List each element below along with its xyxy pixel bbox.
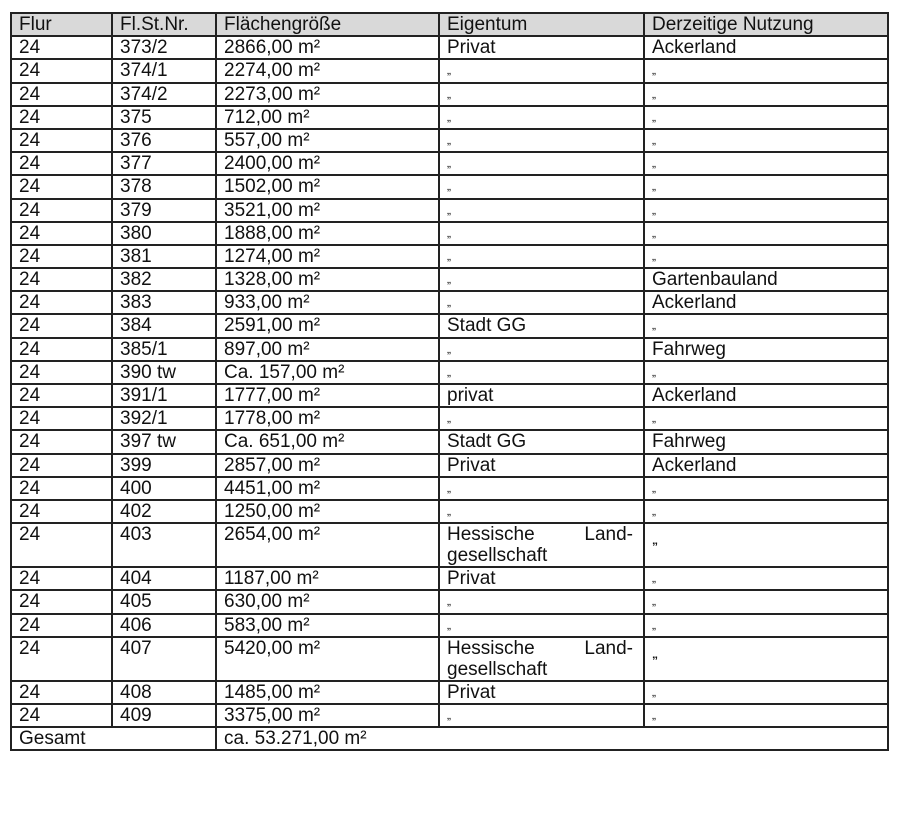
- table-row: [11, 407, 888, 430]
- owner-cell: „: [439, 245, 644, 268]
- area-cell: 583,00 m²: [216, 614, 439, 637]
- flst-nr-cell: 390 tw: [112, 361, 216, 384]
- flur-cell: 24: [11, 454, 112, 477]
- area-cell: 1187,00 m²: [216, 567, 439, 590]
- usage-cell: „: [644, 500, 888, 523]
- table-row: [11, 59, 888, 82]
- table-row: [11, 36, 888, 59]
- parcel-table: [10, 12, 889, 751]
- area-cell: 1777,00 m²: [216, 384, 439, 407]
- area-cell: Ca. 157,00 m²: [216, 361, 439, 384]
- owner-cell: Privat: [439, 36, 644, 59]
- total-area: ca. 53.271,00 m²: [216, 727, 888, 750]
- area-cell: 557,00 m²: [216, 129, 439, 152]
- flst-nr-cell: 397 tw: [112, 430, 216, 453]
- flst-nr-cell: 392/1: [112, 407, 216, 430]
- flur-cell: 24: [11, 477, 112, 500]
- owner-cell: [439, 523, 644, 567]
- table-row: [11, 152, 888, 175]
- owner-cell: „: [439, 222, 644, 245]
- area-cell: 4451,00 m²: [216, 477, 439, 500]
- owner-cell: „: [439, 590, 644, 613]
- owner-cell: „: [439, 129, 644, 152]
- table-row: [11, 291, 888, 314]
- owner-cell: „: [439, 106, 644, 129]
- area-cell: 933,00 m²: [216, 291, 439, 314]
- usage-cell: „: [644, 523, 888, 567]
- flur-cell: 24: [11, 407, 112, 430]
- flst-nr-cell: 381: [112, 245, 216, 268]
- flur-cell: 24: [11, 245, 112, 268]
- usage-cell: „: [644, 175, 888, 198]
- area-cell: 3521,00 m²: [216, 199, 439, 222]
- owner-cell: „: [439, 338, 644, 361]
- header-flst-nr: Fl.St.Nr.: [112, 13, 216, 36]
- usage-cell: Ackerland: [644, 454, 888, 477]
- table-row: [11, 361, 888, 384]
- header-owner: Eigentum: [439, 13, 644, 36]
- flur-cell: 24: [11, 106, 112, 129]
- area-cell: 1250,00 m²: [216, 500, 439, 523]
- table-row: [11, 338, 888, 361]
- flur-cell: 24: [11, 314, 112, 337]
- owner-cell: „: [439, 268, 644, 291]
- owner-cell: Stadt GG: [439, 430, 644, 453]
- usage-cell: „: [644, 590, 888, 613]
- flur-cell: 24: [11, 129, 112, 152]
- flur-cell: 24: [11, 590, 112, 613]
- area-cell: 2273,00 m²: [216, 83, 439, 106]
- table-row: [11, 129, 888, 152]
- header-flur: Flur: [11, 13, 112, 36]
- area-cell: 1328,00 m²: [216, 268, 439, 291]
- flur-cell: 24: [11, 83, 112, 106]
- flur-cell: 24: [11, 430, 112, 453]
- flst-nr-cell: 380: [112, 222, 216, 245]
- table-row: [11, 704, 888, 727]
- owner-cell: „: [439, 152, 644, 175]
- flst-nr-cell: 376: [112, 129, 216, 152]
- owner-cell: „: [439, 407, 644, 430]
- flst-nr-cell: 383: [112, 291, 216, 314]
- table-row: [11, 681, 888, 704]
- total-row: [11, 727, 888, 750]
- owner-cell: privat: [439, 384, 644, 407]
- flur-cell: 24: [11, 500, 112, 523]
- flur-cell: 24: [11, 152, 112, 175]
- table-row: [11, 175, 888, 198]
- table-row: [11, 430, 888, 453]
- flst-nr-cell: 409: [112, 704, 216, 727]
- flst-nr-cell: 378: [112, 175, 216, 198]
- flur-cell: 24: [11, 199, 112, 222]
- area-cell: 1778,00 m²: [216, 407, 439, 430]
- area-cell: 2654,00 m²: [216, 523, 439, 567]
- flur-cell: 24: [11, 637, 112, 681]
- area-cell: 5420,00 m²: [216, 637, 439, 681]
- owner-cell: „: [439, 291, 644, 314]
- owner-cell: „: [439, 59, 644, 82]
- owner-line-1: [447, 638, 643, 659]
- flur-cell: 24: [11, 268, 112, 291]
- flst-nr-cell: 385/1: [112, 338, 216, 361]
- usage-cell: „: [644, 314, 888, 337]
- area-cell: 3375,00 m²: [216, 704, 439, 727]
- flst-nr-cell: 404: [112, 567, 216, 590]
- flur-cell: 24: [11, 523, 112, 567]
- usage-cell: Fahrweg: [644, 338, 888, 361]
- area-cell: 2866,00 m²: [216, 36, 439, 59]
- usage-cell: „: [644, 199, 888, 222]
- owner-word-2: Land-: [584, 637, 633, 659]
- usage-cell: „: [644, 129, 888, 152]
- flst-nr-cell: 405: [112, 590, 216, 613]
- flur-cell: 24: [11, 291, 112, 314]
- area-cell: 1888,00 m²: [216, 222, 439, 245]
- flst-nr-cell: 374/1: [112, 59, 216, 82]
- area-cell: 1485,00 m²: [216, 681, 439, 704]
- flst-nr-cell: 399: [112, 454, 216, 477]
- owner-cell: Privat: [439, 454, 644, 477]
- table-row: [11, 314, 888, 337]
- flur-cell: 24: [11, 681, 112, 704]
- usage-cell: „: [644, 245, 888, 268]
- flst-nr-cell: 391/1: [112, 384, 216, 407]
- area-cell: 712,00 m²: [216, 106, 439, 129]
- table-row: [11, 245, 888, 268]
- owner-line-1: [447, 524, 643, 545]
- usage-cell: Gartenbauland: [644, 268, 888, 291]
- table-row: [11, 477, 888, 500]
- table-row: [11, 590, 888, 613]
- table-row: [11, 637, 888, 681]
- owner-cell: „: [439, 199, 644, 222]
- usage-cell: „: [644, 567, 888, 590]
- usage-cell: „: [644, 637, 888, 681]
- usage-cell: „: [644, 704, 888, 727]
- usage-cell: „: [644, 407, 888, 430]
- table-row: [11, 454, 888, 477]
- owner-cell: „: [439, 500, 644, 523]
- flur-cell: 24: [11, 361, 112, 384]
- area-cell: 2400,00 m²: [216, 152, 439, 175]
- header-area: Flächengröße: [216, 13, 439, 36]
- header-usage: Derzeitige Nutzung: [644, 13, 888, 36]
- owner-cell: [439, 637, 644, 681]
- flst-nr-cell: 384: [112, 314, 216, 337]
- owner-cell: „: [439, 477, 644, 500]
- area-cell: 2857,00 m²: [216, 454, 439, 477]
- table-row: [11, 83, 888, 106]
- usage-cell: „: [644, 152, 888, 175]
- table-row: [11, 199, 888, 222]
- flst-nr-cell: 382: [112, 268, 216, 291]
- flst-nr-cell: 374/2: [112, 83, 216, 106]
- flst-nr-cell: 406: [112, 614, 216, 637]
- table-row: [11, 106, 888, 129]
- owner-line-2: gesellschaft: [447, 545, 548, 567]
- area-cell: 1274,00 m²: [216, 245, 439, 268]
- owner-cell: „: [439, 704, 644, 727]
- flur-cell: 24: [11, 384, 112, 407]
- flur-cell: 24: [11, 338, 112, 361]
- owner-cell: Stadt GG: [439, 314, 644, 337]
- table-body: [11, 36, 888, 750]
- usage-cell: Ackerland: [644, 291, 888, 314]
- total-label: Gesamt: [11, 727, 216, 750]
- usage-cell: „: [644, 361, 888, 384]
- area-cell: 897,00 m²: [216, 338, 439, 361]
- owner-word-1: Hessische: [447, 637, 535, 659]
- table-row: [11, 268, 888, 291]
- flur-cell: 24: [11, 567, 112, 590]
- owner-line-2: gesellschaft: [447, 658, 548, 680]
- usage-cell: Fahrweg: [644, 430, 888, 453]
- area-cell: 1502,00 m²: [216, 175, 439, 198]
- table-row: [11, 567, 888, 590]
- owner-cell: „: [439, 83, 644, 106]
- area-cell: 630,00 m²: [216, 590, 439, 613]
- flur-cell: 24: [11, 36, 112, 59]
- owner-cell: „: [439, 175, 644, 198]
- owner-word-2: Land-: [584, 524, 633, 546]
- flur-cell: 24: [11, 59, 112, 82]
- flst-nr-cell: 373/2: [112, 36, 216, 59]
- flst-nr-cell: 377: [112, 152, 216, 175]
- usage-cell: „: [644, 477, 888, 500]
- usage-cell: „: [644, 59, 888, 82]
- area-cell: Ca. 651,00 m²: [216, 430, 439, 453]
- owner-cell: Privat: [439, 681, 644, 704]
- usage-cell: „: [644, 681, 888, 704]
- usage-cell: Ackerland: [644, 384, 888, 407]
- header-row: [11, 13, 888, 36]
- usage-cell: „: [644, 83, 888, 106]
- owner-cell: „: [439, 361, 644, 384]
- area-cell: 2274,00 m²: [216, 59, 439, 82]
- usage-cell: „: [644, 222, 888, 245]
- usage-cell: Ackerland: [644, 36, 888, 59]
- table-row: [11, 614, 888, 637]
- flst-nr-cell: 403: [112, 523, 216, 567]
- table-row: [11, 500, 888, 523]
- table-row: [11, 384, 888, 407]
- flst-nr-cell: 379: [112, 199, 216, 222]
- flst-nr-cell: 408: [112, 681, 216, 704]
- flur-cell: 24: [11, 175, 112, 198]
- flur-cell: 24: [11, 222, 112, 245]
- table-row: [11, 523, 888, 567]
- usage-cell: „: [644, 106, 888, 129]
- usage-cell: „: [644, 614, 888, 637]
- flur-cell: 24: [11, 614, 112, 637]
- owner-word-1: Hessische: [447, 524, 535, 546]
- table-row: [11, 222, 888, 245]
- flur-cell: 24: [11, 704, 112, 727]
- flst-nr-cell: 375: [112, 106, 216, 129]
- owner-cell: Privat: [439, 567, 644, 590]
- flst-nr-cell: 400: [112, 477, 216, 500]
- owner-cell: „: [439, 614, 644, 637]
- flst-nr-cell: 407: [112, 637, 216, 681]
- area-cell: 2591,00 m²: [216, 314, 439, 337]
- flst-nr-cell: 402: [112, 500, 216, 523]
